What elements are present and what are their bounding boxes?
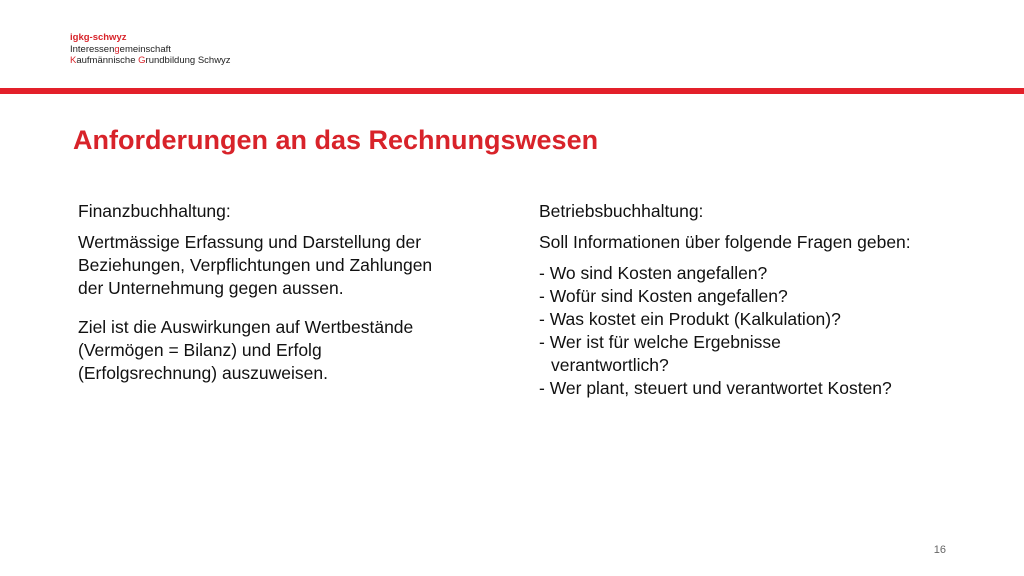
question-list [539,262,979,400]
header-divider-bar [0,88,1024,94]
right-column [539,200,979,400]
right-heading: Betriebsbuchhaltung: [539,201,704,221]
logo-line-1-highlight: g [114,43,120,55]
page-number: 16 [933,544,946,556]
left-paragraph-1: Wertmässige Erfassung und Darstellung der Beziehungen, Verpflichtungen und Zahlungen der Unternehmung gegen aussen. [78,232,433,298]
right-intro: Soll Informationen über folgende Fragen geben: [539,232,911,252]
slide-title: Anforderungen an das Rechnungswesen [73,125,599,155]
logo-org-name: igkg-schwyz [70,32,127,43]
logo-line-1-pre: Interessen [70,43,115,55]
question-item: - Wo sind Kosten angefallen? [539,263,768,283]
question-item: - Wer plant, steuert und verantwortet Kosten? [539,378,892,398]
logo-line-2-mid: aufmännische [76,55,139,66]
logo [70,32,231,67]
question-item: - Was kostet ein Produkt (Kalkulation)? [539,309,841,329]
logo-line-2-highlight-2: G [138,55,146,66]
question-item: - Wofür sind Kosten angefallen? [539,286,788,306]
logo-line-1 [70,44,231,56]
question-item-continuation: verantwortlich? [551,355,669,375]
left-paragraph-2: Ziel ist die Auswirkungen auf Wertbestände (Vermögen = Bilanz) und Erfolg (Erfolgsrechnung) auszuweisen. [78,317,414,383]
left-column [78,200,458,393]
logo-line-1-post: emeinschaft [119,43,171,55]
left-heading: Finanzbuchhaltung: [78,201,231,221]
logo-line-2-highlight-1: K [70,55,77,66]
question-item: - Wer ist für welche Ergebnisse [539,332,781,352]
logo-line-2-post: rundbildung Schwyz [145,55,231,66]
logo-line-2 [70,55,231,67]
